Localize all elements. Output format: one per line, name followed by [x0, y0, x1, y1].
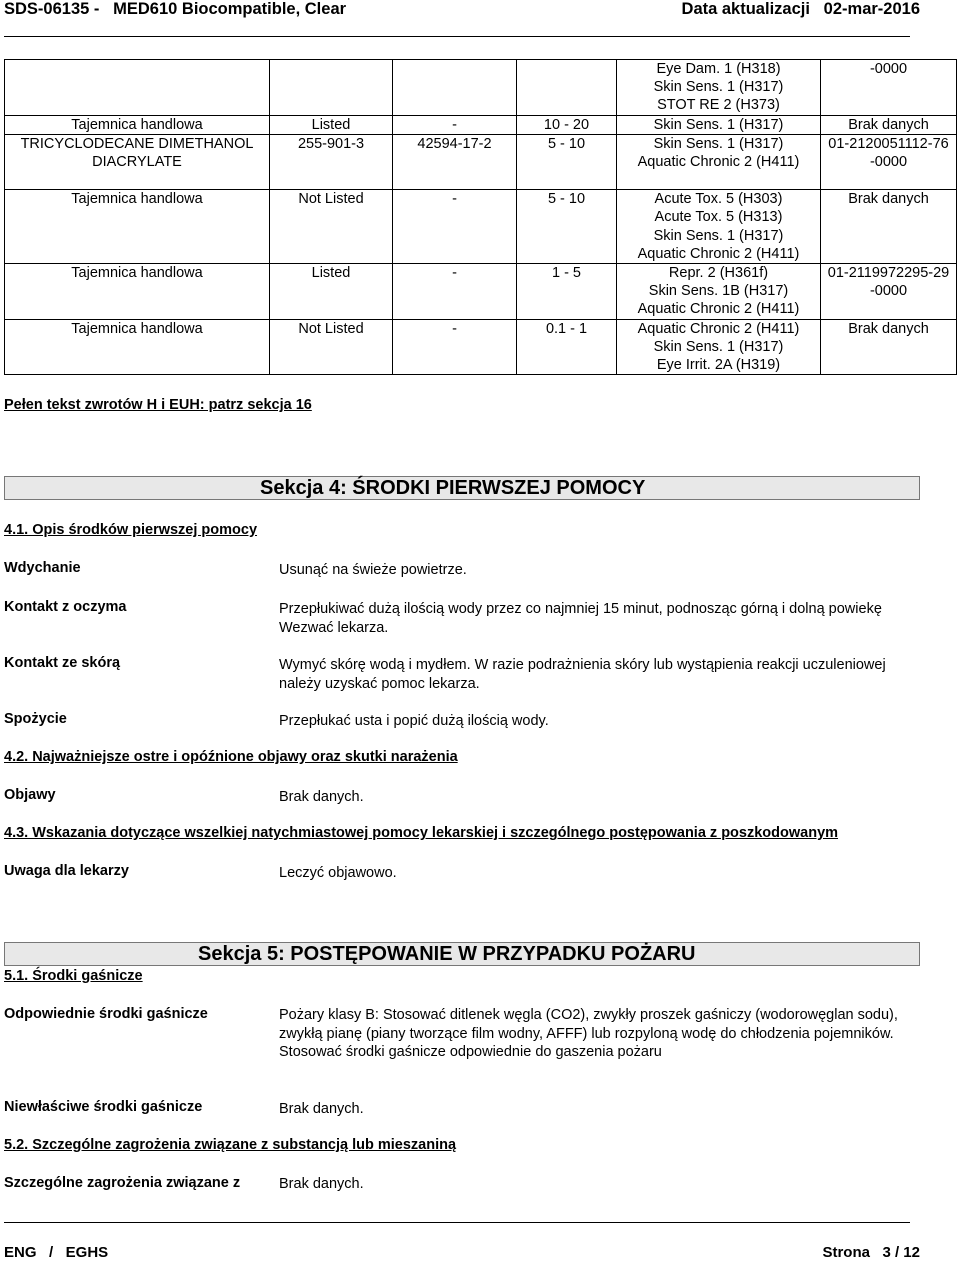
- symptoms-label: Objawy: [4, 787, 56, 803]
- weight-percent-cell: [517, 134, 617, 189]
- eye-contact-text: Przepłukiwać dużą ilością wody przez co najmniej 15 minut, podnosząc górną i dolną powiekę Wezwać lekarza.: [279, 601, 882, 636]
- classification-cell: [617, 319, 821, 375]
- weight-percent-cell: [517, 319, 617, 375]
- ingestion-label: Spożycie: [4, 711, 67, 727]
- revision-date: Data aktualizacji 02-mar-2016: [681, 0, 920, 18]
- section-5-title: Sekcja 5: POSTĘPOWANIE W PRZYPADKU POŻARU: [198, 943, 696, 965]
- component-name-line: Tajemnica handlowa: [71, 191, 203, 208]
- ec-number-cell: [270, 319, 393, 375]
- subsection-5-2: 5.2. Szczególne zagrożenia związane z substancją lub mieszaniną: [4, 1137, 457, 1153]
- unsuitable-media-label: Niewłaściwe środki gaśnicze: [4, 1099, 203, 1115]
- subsection-4-2: 4.2. Najważniejsze ostre i opóźnione objawy oraz skutki narażenia: [4, 749, 458, 765]
- classification-line: STOT RE 2 (H373): [657, 97, 780, 114]
- section-4-title: Sekcja 4: ŚRODKI PIERWSZEJ POMOCY: [260, 477, 646, 499]
- weight-percent-value: 0.1 - 1: [545, 320, 588, 337]
- classification-cell: [617, 264, 821, 320]
- classification-cell: [617, 60, 821, 116]
- table-row: [5, 115, 957, 134]
- language-format: ENG / EGHS: [4, 1244, 109, 1261]
- classification-line: Eye Dam. 1 (H318): [656, 61, 781, 77]
- classification-line: Aquatic Chronic 2 (H411): [637, 245, 800, 262]
- classification-line: Aquatic Chronic 2 (H411): [637, 154, 800, 171]
- component-name-line: Tajemnica handlowa: [71, 320, 203, 337]
- component-name-line: [5, 60, 269, 78]
- classification-line: Aquatic Chronic 2 (H411): [637, 301, 800, 318]
- classification-line: Skin Sens. 1 (H317): [653, 79, 784, 96]
- component-name-line: [5, 78, 269, 96]
- cas-number-cell: [393, 319, 517, 375]
- weight-percent-value: 10 - 20: [543, 116, 590, 133]
- cas-number-value: 42594-17-2: [417, 135, 492, 152]
- cas-number-cell: [393, 60, 517, 116]
- ec-number-cell: [270, 134, 393, 189]
- reach-number-cell: [821, 319, 957, 375]
- reach-number-cell: [821, 190, 957, 264]
- classification-line: Skin Sens. 1 (H317): [653, 338, 784, 355]
- reach-number-cell: [821, 134, 957, 189]
- classification-line: Eye Irrit. 2A (H319): [656, 357, 781, 374]
- ec-number-value: Not Listed: [298, 191, 364, 208]
- subsection-5-1: 5.1. Środki gaśnicze: [4, 968, 143, 984]
- classification-line: Skin Sens. 1 (H317): [653, 116, 784, 133]
- reach-number-cell: [821, 60, 957, 116]
- reach-number-cell: [821, 264, 957, 320]
- unsuitable-media-text: Brak danych.: [279, 1101, 364, 1117]
- table-row: [5, 264, 957, 320]
- header-rule: [4, 36, 910, 37]
- full-text-note: Pełen tekst zwrotów H i EUH: patrz sekcja 16: [4, 397, 312, 413]
- cas-number-cell: [393, 264, 517, 320]
- symptoms-text: Brak danych.: [279, 789, 364, 805]
- eye-contact-label: Kontakt z oczyma: [4, 599, 127, 615]
- reach-number-line: Brak danych: [848, 191, 929, 208]
- reach-number-line: -0000: [869, 154, 908, 171]
- special-hazards-text: Brak danych.: [279, 1176, 364, 1192]
- classification-line: Repr. 2 (H361f): [668, 265, 769, 282]
- skin-contact-label: Kontakt ze skórą: [4, 655, 121, 671]
- weight-percent-value: 1 - 5: [551, 265, 581, 282]
- component-name-cell: [5, 190, 270, 264]
- table-row: [5, 134, 957, 189]
- table-row: [5, 60, 957, 116]
- classification-line: Acute Tox. 5 (H303): [654, 191, 783, 208]
- table-row: [5, 190, 957, 264]
- ingestion-text: Przepłukać usta i popić dużą ilością wody.: [279, 713, 549, 729]
- weight-percent-cell: [517, 60, 617, 116]
- classification-cell: [617, 134, 821, 189]
- weight-percent-cell: [517, 190, 617, 264]
- doctor-note-label: Uwaga dla lekarzy: [4, 863, 129, 879]
- component-name-line: DIACRYLATE: [92, 154, 182, 171]
- subsection-4-3: 4.3. Wskazania dotyczące wszelkiej natychmiastowej pomocy lekarskiej i szczególnego postępowania z poszkodowanym: [4, 825, 839, 841]
- special-hazards-label: Szczególne zagrożenia związane z: [4, 1175, 241, 1191]
- inhalation-label: Wdychanie: [4, 560, 81, 576]
- reach-number-cell: [821, 115, 957, 134]
- reach-number-line: -0000: [869, 61, 908, 77]
- ec-number-cell: [270, 264, 393, 320]
- reach-number-line: 01-2120051112-76: [828, 135, 949, 152]
- component-name-line: Tajemnica handlowa: [71, 265, 203, 282]
- weight-percent-value: 5 - 10: [547, 191, 586, 208]
- inhalation-text: Usunąć na świeże powietrze.: [279, 562, 467, 578]
- document-title: SDS-06135 - MED610 Biocompatible, Clear: [4, 0, 347, 18]
- classification-cell: [617, 190, 821, 264]
- doctor-note-text: Leczyć objawowo.: [279, 865, 397, 881]
- suitable-media-text: Pożary klasy B: Stosować ditlenek węgla (CO2), zwykły proszek gaśniczy (wodorowęglan sodu), zwykłą pianę (piany tworzące film wodny, AFFF) lub rozpyloną wodę do chłodzenia pojemników. Stosować środki gaśnicze odpowiednie do gaszenia pożaru: [279, 1007, 898, 1060]
- ec-number-value: Listed: [311, 116, 351, 133]
- classification-cell: [617, 115, 821, 134]
- reach-number-line: Brak danych: [848, 116, 929, 133]
- ec-number-cell: [270, 60, 393, 116]
- subsection-4-1: 4.1. Opis środków pierwszej pomocy: [4, 522, 258, 538]
- ec-number-value: Listed: [311, 265, 351, 282]
- footer-rule: [4, 1222, 910, 1223]
- classification-line: Aquatic Chronic 2 (H411): [637, 320, 800, 337]
- cas-number-value: -: [452, 320, 457, 337]
- cas-number-cell: [393, 190, 517, 264]
- component-name-cell: [5, 115, 270, 134]
- ec-number-value: 255-901-3: [297, 135, 365, 152]
- classification-line: Acute Tox. 5 (H313): [654, 209, 783, 226]
- weight-percent-cell: [517, 264, 617, 320]
- cas-number-value: -: [452, 116, 457, 133]
- cas-number-value: -: [452, 265, 457, 282]
- weight-percent-value: 5 - 10: [547, 135, 586, 152]
- component-name-cell: [5, 264, 270, 320]
- reach-number-line: Brak danych: [848, 320, 929, 337]
- ec-number-cell: [270, 115, 393, 134]
- component-name-line: Tajemnica handlowa: [71, 116, 203, 133]
- skin-contact-text: Wymyć skórę wodą i mydłem. W razie podrażnienia skóry lub wystąpienia reakcji uczuleniowej należy uzyskać pomoc lekarza.: [279, 657, 886, 692]
- classification-line: Skin Sens. 1B (H317): [648, 283, 789, 300]
- ec-number-value: Not Listed: [298, 320, 364, 337]
- page-header: [4, 0, 920, 22]
- composition-table: [4, 59, 957, 375]
- suitable-media-label: Odpowiednie środki gaśnicze: [4, 1006, 208, 1022]
- component-name-cell: [5, 319, 270, 375]
- cas-number-cell: [393, 134, 517, 189]
- component-name-cell: [5, 134, 270, 189]
- weight-percent-cell: [517, 115, 617, 134]
- table-row: [5, 319, 957, 375]
- cas-number-cell: [393, 115, 517, 134]
- classification-line: Skin Sens. 1 (H317): [653, 227, 784, 244]
- page-number: Strona 3 / 12: [822, 1244, 920, 1261]
- classification-line: Skin Sens. 1 (H317): [653, 135, 784, 152]
- reach-number-line: 01-2119972295-29: [827, 265, 950, 282]
- cas-number-value: -: [452, 191, 457, 208]
- reach-number-line: -0000: [869, 283, 908, 300]
- component-name-cell: [5, 60, 270, 116]
- ec-number-cell: [270, 190, 393, 264]
- component-name-line: TRICYCLODECANE DIMETHANOL: [20, 135, 254, 152]
